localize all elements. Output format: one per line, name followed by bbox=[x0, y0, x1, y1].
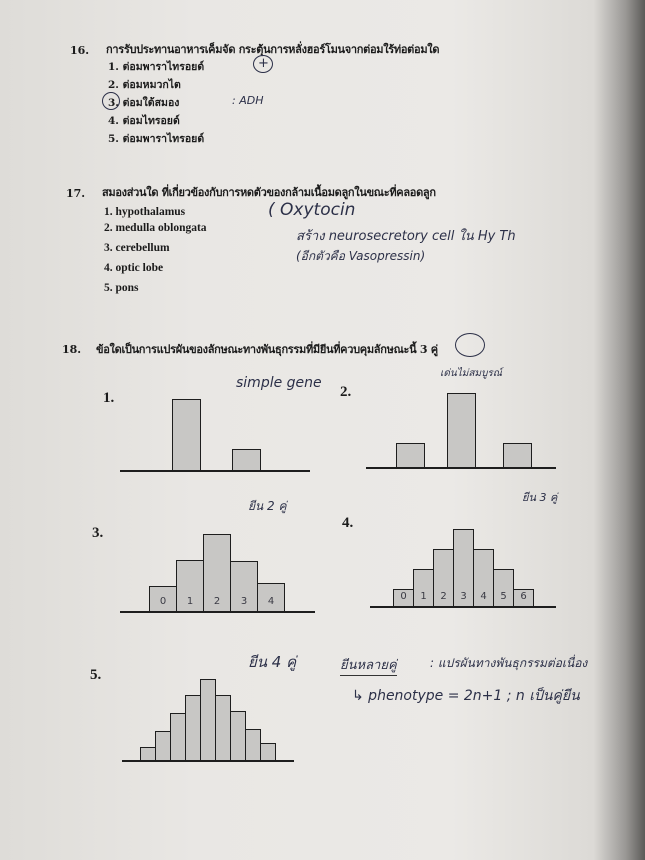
histogram-5-bar bbox=[215, 695, 231, 761]
histogram-5-bar bbox=[155, 731, 171, 761]
histogram-2-bar bbox=[396, 443, 425, 468]
note-polygene: ยีนหลายคู่ bbox=[340, 654, 397, 676]
option-4-label: 4. bbox=[342, 515, 354, 531]
note-circle bbox=[455, 333, 485, 357]
q16-option-5: 5. ต่อมพาราไทรอยด์ bbox=[108, 133, 205, 145]
note-simple-gene: simple gene bbox=[236, 375, 322, 391]
histogram-4-bar-label: 2 bbox=[440, 591, 447, 602]
note-neurosecretory: สร้าง neurosecretory cell ใน Hy Th bbox=[296, 229, 516, 244]
note-phenotype: ↳ phenotype = 2n+1 ; n เป็นคู่ยีน bbox=[352, 688, 580, 704]
histogram-3-bar-label: 1 bbox=[186, 596, 194, 607]
q17-option-1: 1. hypothalamus bbox=[104, 206, 186, 218]
note-polygene-desc: : แปรผันทางพันธุกรรมต่อเนื่อง bbox=[430, 656, 588, 670]
option-3-label: 3. bbox=[92, 525, 104, 541]
histogram-5-bar bbox=[245, 729, 261, 761]
histogram-3-bar-label: 3 bbox=[240, 596, 248, 607]
histogram-5-bar bbox=[230, 711, 246, 761]
histogram-4-bar-label: 6 bbox=[520, 591, 527, 602]
histogram-2-bar bbox=[447, 393, 476, 468]
q17-option-2: 2. medulla oblongata bbox=[104, 222, 207, 234]
histogram-3-bar-label: 2 bbox=[213, 596, 221, 607]
note-oxytocin: ( Oxytocin bbox=[268, 200, 356, 220]
q16-option-2: 2. ต่อมหมวกไต bbox=[108, 79, 181, 91]
q16-text: การรับประทานอาหารเค็มจัด กระตุ้นการหลั่งฮอร์โมนจากต่อมใร้ท่อต่อมใด bbox=[106, 43, 440, 56]
histogram-4-bar-label: 0 bbox=[400, 591, 407, 602]
option-1-label: 1. bbox=[103, 390, 115, 406]
histogram-4-bar-label: 5 bbox=[500, 591, 507, 602]
q17-option-3: 3. cerebellum bbox=[104, 242, 170, 254]
q18-number: 18. bbox=[62, 343, 82, 356]
q17-text: สมองส่วนใด ที่เกี่ยวข้องกับการหดตัวของกล้ามเนื้อมดลูกในขณะที่คลอดลูก bbox=[102, 186, 436, 199]
note-gene-3: ยีน 3 คู่ bbox=[522, 491, 558, 504]
histogram-5-bar bbox=[200, 679, 216, 761]
histogram-1-bar bbox=[232, 449, 261, 471]
q17-option-4: 4. optic lobe bbox=[104, 262, 164, 274]
note-adh: : ADH bbox=[232, 94, 264, 107]
histogram-5-bar bbox=[140, 747, 156, 761]
note-vasopressin: (อีกตัวคือ Vasopressin) bbox=[296, 249, 426, 263]
answer-circle bbox=[102, 92, 120, 110]
note-plus: + bbox=[258, 56, 269, 71]
q17-option-5: 5. pons bbox=[104, 282, 139, 294]
note-gene-2: ยีน 2 คู่ bbox=[248, 499, 287, 513]
q16-option-3: 3. ต่อมใต้สมอง bbox=[108, 97, 180, 109]
histogram-5-bar bbox=[260, 743, 276, 761]
note-incomplete-dominance: เด่นไม่สมบูรณ์ bbox=[440, 368, 503, 379]
histogram-3-bar-label: 0 bbox=[159, 596, 167, 607]
q17-number: 17. bbox=[66, 187, 86, 200]
histogram-3-bar-label: 4 bbox=[267, 596, 275, 607]
histogram-5-bar bbox=[185, 695, 201, 761]
q16-number: 16. bbox=[70, 44, 90, 57]
option-2-label: 2. bbox=[340, 384, 352, 400]
histogram-5-bar bbox=[170, 713, 186, 761]
note-circle bbox=[253, 55, 273, 73]
option-5-label: 5. bbox=[90, 667, 102, 683]
histogram-2-bar bbox=[503, 443, 532, 468]
q16-option-1: 1. ต่อมพาราไทรอยด์ bbox=[108, 61, 205, 73]
histogram-4-bar-label: 4 bbox=[480, 591, 487, 602]
q18-text: ข้อใดเป็นการแปรผันของลักษณะทางพันธุกรรมที่มียีนที่ควบคุมลักษณะนี้ 3 คู่ bbox=[96, 343, 438, 356]
histogram-4-bar-label: 1 bbox=[420, 591, 427, 602]
note-gene-4: ยีน 4 คู่ bbox=[248, 653, 297, 671]
histogram-4-bar-label: 3 bbox=[460, 591, 467, 602]
histogram-1-bar bbox=[172, 399, 201, 471]
histogram-1-axis bbox=[120, 470, 310, 472]
q16-option-4: 4. ต่อมไทรอยด์ bbox=[108, 115, 180, 127]
